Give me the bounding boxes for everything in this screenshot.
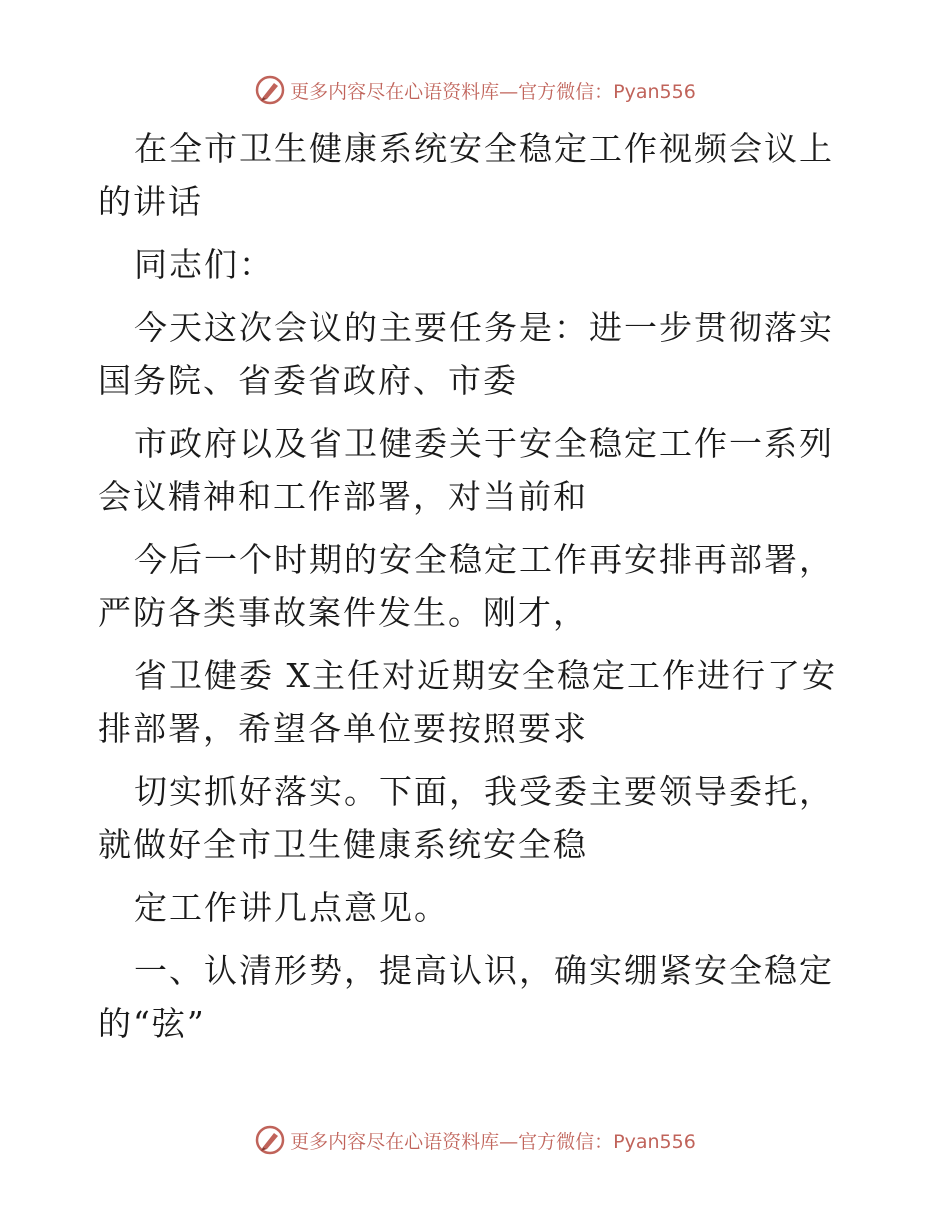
paragraph: 市政府以及省卫健委关于安全稳定工作一系列会议精神和工作部署，对当前和	[98, 424, 834, 516]
paragraph: 今后一个时期的安全稳定工作再安排再部署，严防各类事故案件发生。刚才，	[98, 540, 834, 632]
document-body	[98, 122, 858, 1060]
watermark-footer	[0, 1120, 950, 1160]
pen-logo-icon	[254, 74, 286, 106]
paragraph: 同志们：	[134, 245, 274, 284]
paragraph: 今天这次会议的主要任务是：进一步贯彻落实国务院、省委省政府、市委	[98, 308, 834, 400]
pen-logo-icon	[254, 1124, 286, 1156]
watermark-text	[290, 77, 696, 104]
document-title: 在全市卫生健康系统安全稳定工作视频会议上的讲话	[98, 129, 834, 221]
section-heading: 一、认清形势，提高认识，确实绷紧安全稳定的“弦”	[98, 951, 834, 1043]
watermark-text	[290, 1127, 696, 1154]
watermark-wechat: 官方微信：Pyan556	[518, 1130, 696, 1153]
watermark-brand: 更多内容尽在心语资料库	[290, 1130, 500, 1153]
watermark-brand: 更多内容尽在心语资料库	[290, 80, 500, 103]
watermark-separator: —	[499, 80, 519, 103]
watermark-header	[0, 70, 950, 110]
paragraph: 省卫健委 X主任对近期安全稳定工作进行了安排部署，希望各单位要按照要求	[98, 656, 837, 748]
watermark-wechat: 官方微信：Pyan556	[518, 80, 696, 103]
paragraph: 切实抓好落实。下面，我受委主要领导委托，就做好全市卫生健康系统安全稳	[98, 772, 834, 864]
paragraph: 定工作讲几点意见。	[134, 888, 449, 927]
watermark-separator: —	[499, 1130, 519, 1153]
